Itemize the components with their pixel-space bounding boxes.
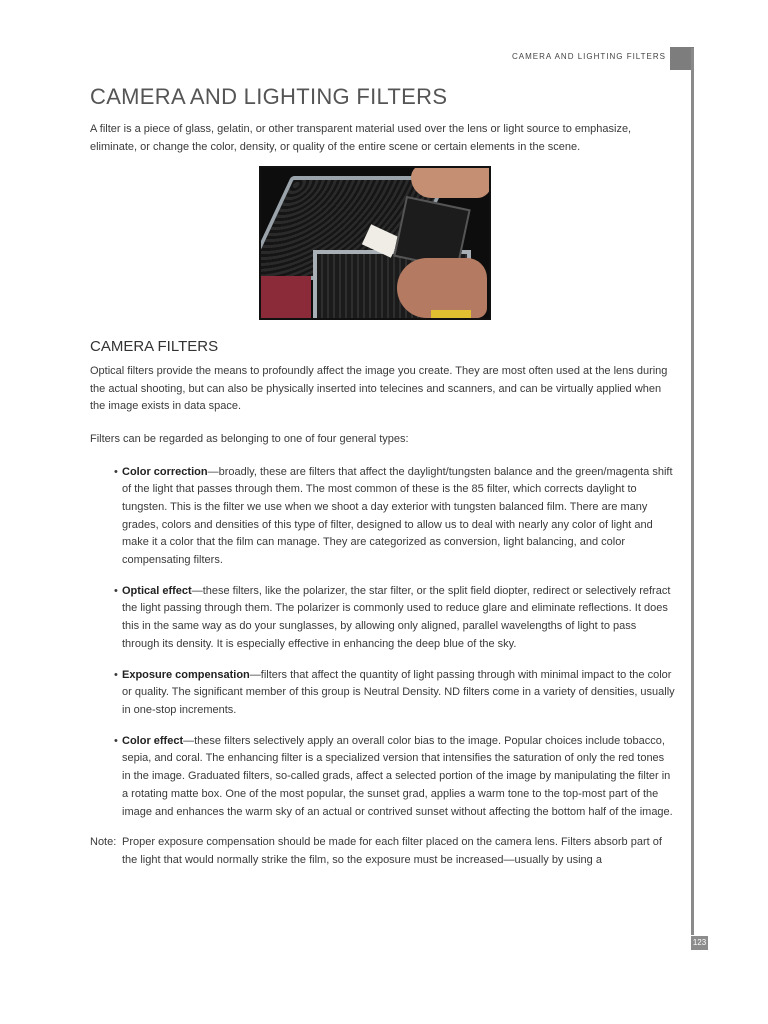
bullet: • [114, 584, 118, 597]
page-title: CAMERA AND LIGHTING FILTERS [90, 84, 448, 109]
list-item [114, 464, 675, 570]
list-item [114, 583, 675, 654]
bullet: • [114, 668, 118, 681]
intro-paragraph: A filter is a piece of glass, gelatin, or other transparent material used over the lens or light source to emphasize, eliminate, or change the color, density, or quality of the entire scene or certain elements in the scene. [90, 123, 632, 153]
list-item-text: —filters that affect the quantity of light passing through with minimal impact to the color or quality. The significant member of this group is Neutral Density. ND filters come in a variety of densities, usually in one-stop increments. [122, 668, 675, 716]
list-item-term: Color effect [122, 734, 184, 747]
list-item-term: Optical effect [122, 584, 192, 597]
bullet: • [114, 465, 118, 478]
list-item-text: —these filters, like the polarizer, the star filter, or the split field diopter, redirect or selectively refract the light passing through them. The polarizer is commonly used to reduce glare and eliminate reflections. It does this in the same way as do your sunglasses, by allowing only aligned, parallel wavelengths of light to pass through its density. It is especially effective in enhancing the deep blue of the sky. [122, 584, 671, 650]
list-item-text: —these filters selectively apply an overall color bias to the image. Popular choices include tobacco, sepia, and coral. The enhancing filter is a specialized version that intensifies the saturation of only the red tones in the image. Graduated filters, so-called grads, affect a selected portion of the image by manipulating the filter in a rotating matte box. One of the most popular, the sunset grad, applies a warm tone to the top-most part of the image and enhances the warm sky of an actual or contrived sunset without affecting the bottom half of the image. [122, 734, 673, 818]
list-item-term: Color correction [122, 465, 208, 478]
camera-filters-section [90, 338, 675, 869]
page-content [90, 84, 675, 869]
list-item-term: Exposure compensation [122, 668, 250, 681]
filter-case-photo [259, 166, 491, 320]
list-item [114, 667, 675, 720]
section-paragraph-2: Filters can be regarded as belonging to one of four general types: [90, 432, 409, 445]
note-label: Note: [90, 836, 117, 849]
list-item [114, 733, 675, 822]
photo-book [261, 276, 311, 320]
note-text: Proper exposure compensation should be made for each filter placed on the camera lens. Filters absorb part of the light that would normally strike the film, so the exposure must be increased—usually by using a [122, 836, 662, 866]
bullet: • [114, 734, 118, 747]
page-number: 123 [691, 936, 708, 950]
section-heading: CAMERA FILTERS [90, 338, 219, 356]
side-rule [691, 48, 694, 935]
running-head: CAMERA AND LIGHTING FILTERS [512, 52, 666, 61]
photo-caution-tape [431, 310, 471, 320]
photo-hand-bottom [397, 258, 487, 318]
filter-types-list [90, 464, 675, 822]
section-paragraph-1: Optical filters provide the means to profoundly affect the image you create. They are most often used at the lens during the actual shooting, but can also be physically inserted into telecines and scanners, and can be virtually applied when the image exists in data space. [90, 365, 668, 413]
photo-hand-top [411, 166, 491, 198]
list-item-text: —broadly, these are filters that affect the daylight/tungsten balance and the green/magenta shift of the light that passes through them. The most common of these is the 85 filter, which corrects daylight to tungsten. This is the filter we use when we shoot a day exterior with tungsten balanced film. There are many grades, colors and densities of this type of filter, designed to allow us to deal with nearly any color of light and make it a color that the film can manage. They are categorized as conversion, light balancing, and color compensating filters. [122, 465, 673, 567]
note-paragraph [90, 834, 675, 869]
